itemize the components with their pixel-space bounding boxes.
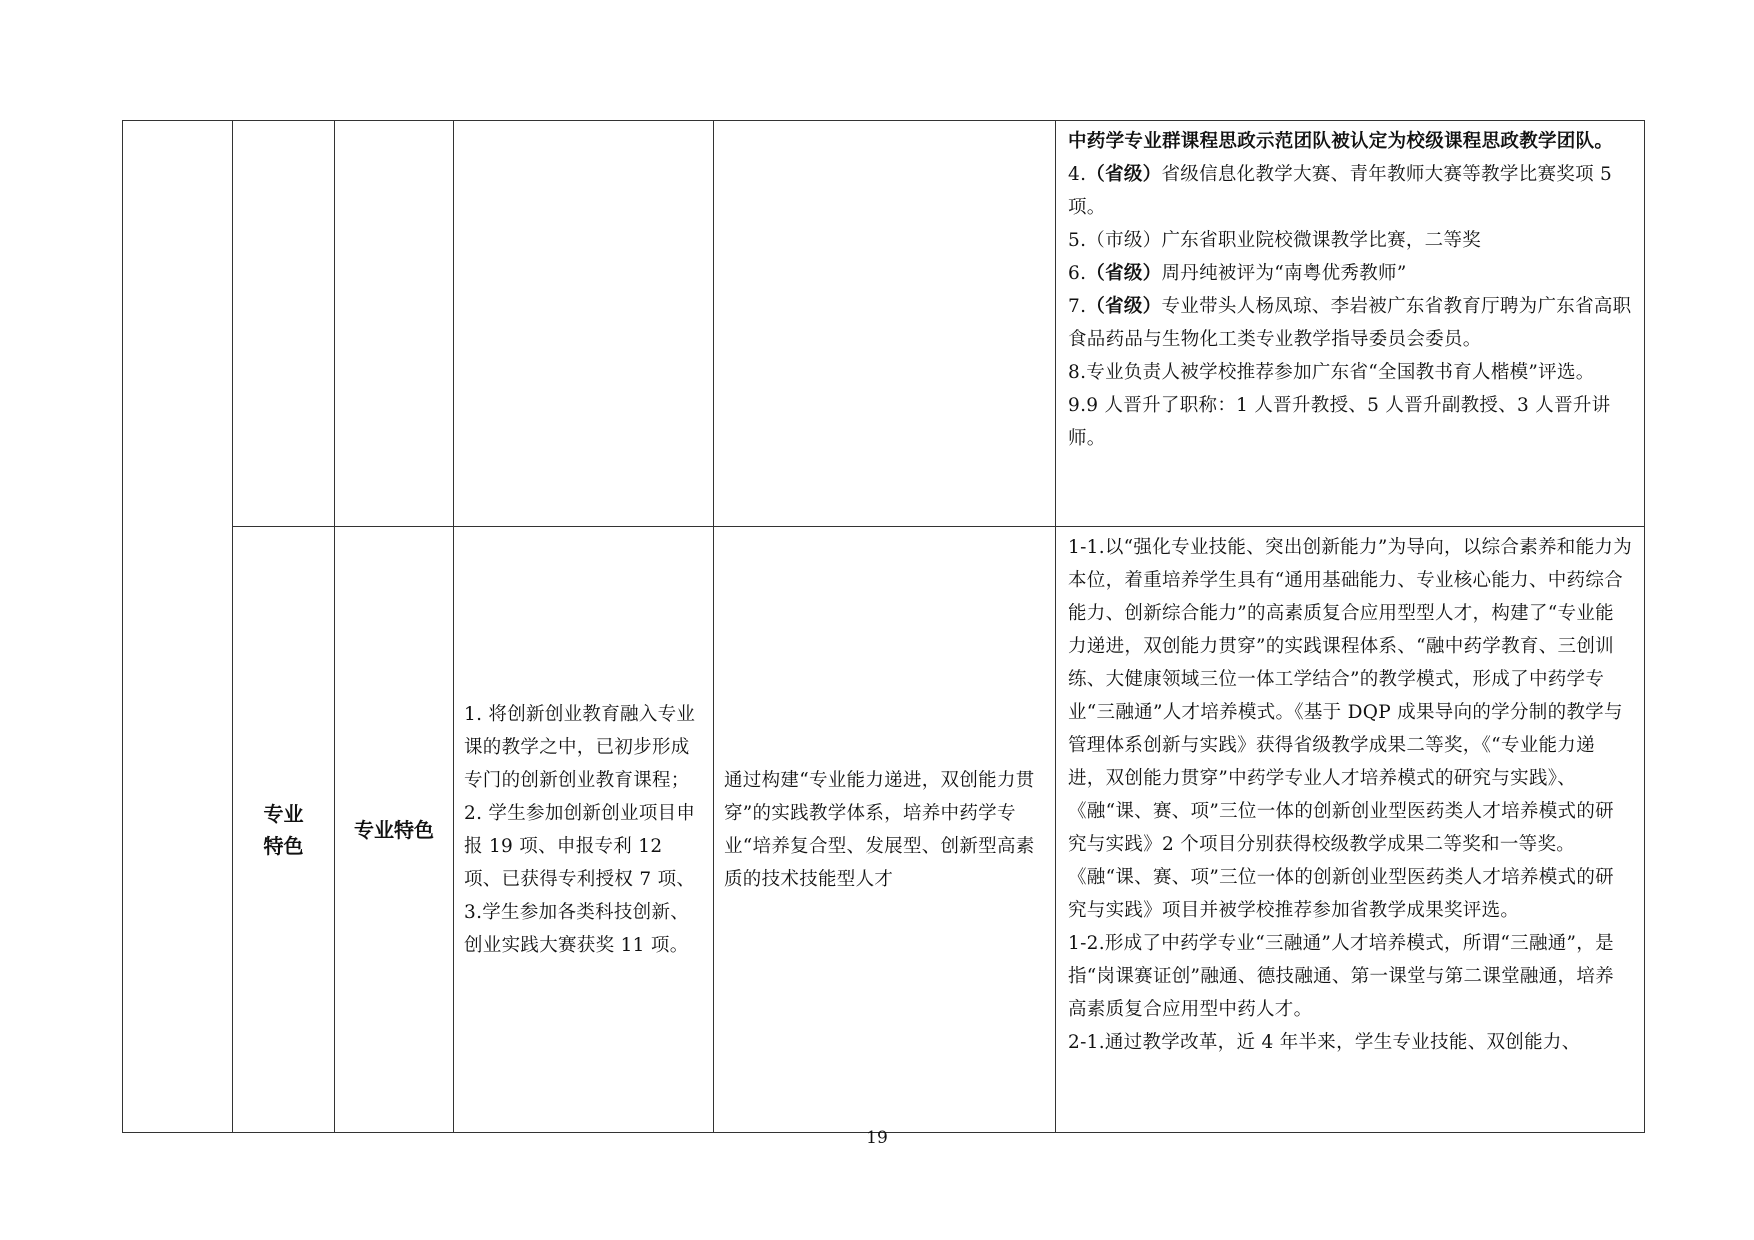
- achievement-item: 7.（省级）专业带头人杨凤琼、李岩被广东省教育厅聘为广东省高职食品药品与生物化工类专业教学指导委员会委员。: [1068, 296, 1632, 350]
- document-table: [122, 120, 1645, 1133]
- col5-empty-cell: [714, 121, 1056, 527]
- measures-text: 1. 将创新创业教育融入专业课的教学之中，已初步形成专门的创新创业教育课程； 2. 学生参加创新创业项目申报 19 项、申报专利 12 项、已获得专利授权 7 项、3.学生参加各类科技创新、创业实践大赛获奖 11 项。: [464, 703, 696, 956]
- col1-empty-cell: [123, 121, 233, 1133]
- table-row-specialty: [123, 527, 1645, 1133]
- achievement-item: 6.（省级）周丹纯被评为“南粤优秀教师”: [1068, 263, 1407, 284]
- col2-empty-cell: [233, 121, 335, 527]
- achievements-list-row1: [1056, 121, 1644, 457]
- category-label: 专业 特色: [263, 801, 304, 858]
- achievement-item: 9.9 人晋升了职称：1 人晋升教授、5 人晋升副教授、3 人晋升讲师。: [1068, 395, 1611, 449]
- achievements-cell-row2: [1056, 527, 1645, 1133]
- col3-empty-cell: [335, 121, 454, 527]
- page-number: 19: [866, 1128, 888, 1148]
- achievement-item: 8.专业负责人被学校推荐参加广东省“全国教书育人楷模”评选。: [1068, 362, 1595, 383]
- achievement-item: 4.（省级）省级信息化教学大赛、青年教师大赛等教学比赛奖项 5 项。: [1068, 164, 1613, 218]
- achievements-list-row2: [1056, 527, 1644, 1061]
- measures-cell: [454, 527, 714, 1133]
- col4-empty-cell: [454, 121, 714, 527]
- subcategory-label: 专业特色: [354, 817, 434, 842]
- subcategory-cell: [335, 527, 454, 1133]
- achievement-paragraph: 1-1.以“强化专业技能、突出创新能力”为导向，以综合素养和能力为本位，着重培养学生具有“通用基础能力、专业核心能力、中药综合能力、创新综合能力”的高素质复合应用型型人才，构建了“专业能力递进，双创能力贯穿”的实践课程体系、“融中药学教育、三创训练、大健康领域三位一体工学结合”的教学模式，形成了中药学专业“三融通”人才培养模式。《基于 DQP 成果导向的学分制的教学与管理体系创新与实践》获得省级教学成果二等奖，《“专业能力递进，双创能力贯穿”中药学专业人才培养模式的研究与实践》、《融“课、赛、项”三位一体的创新创业型医药类人才培养模式的研究与实践》2 个项目分别获得校级教学成果二等奖和一等奖。《融“课、赛、项”三位一体的创新创业型医药类人才培养模式的研究与实践》项目并被学校推荐参加省教学成果奖评选。: [1068, 537, 1632, 921]
- achievement-paragraph: 1-2.形成了中药学专业“三融通”人才培养模式，所谓“三融通”，是指“岗课赛证创”融通、德技融通、第一课堂与第二课堂融通，培养高素质复合应用型中药人才。: [1068, 933, 1614, 1020]
- achievement-item: 中药学专业群课程思政示范团队被认定为校级课程思政教学团队。: [1068, 131, 1614, 152]
- goal-text: 通过构建“专业能力递进，双创能力贯穿”的实践教学体系，培养中药学专业“培养复合型、发展型、创新型高素质的技术技能型人才: [724, 769, 1035, 890]
- table-row-continued: [123, 121, 1645, 527]
- achievements-cell-row1: [1056, 121, 1645, 527]
- goal-cell: [714, 527, 1056, 1133]
- achievement-paragraph: 2-1.通过教学改革，近 4 年半来，学生专业技能、双创能力、: [1068, 1032, 1581, 1053]
- achievement-item: 5.（市级）广东省职业院校微课教学比赛，二等奖: [1068, 230, 1482, 251]
- category-cell: [233, 527, 335, 1133]
